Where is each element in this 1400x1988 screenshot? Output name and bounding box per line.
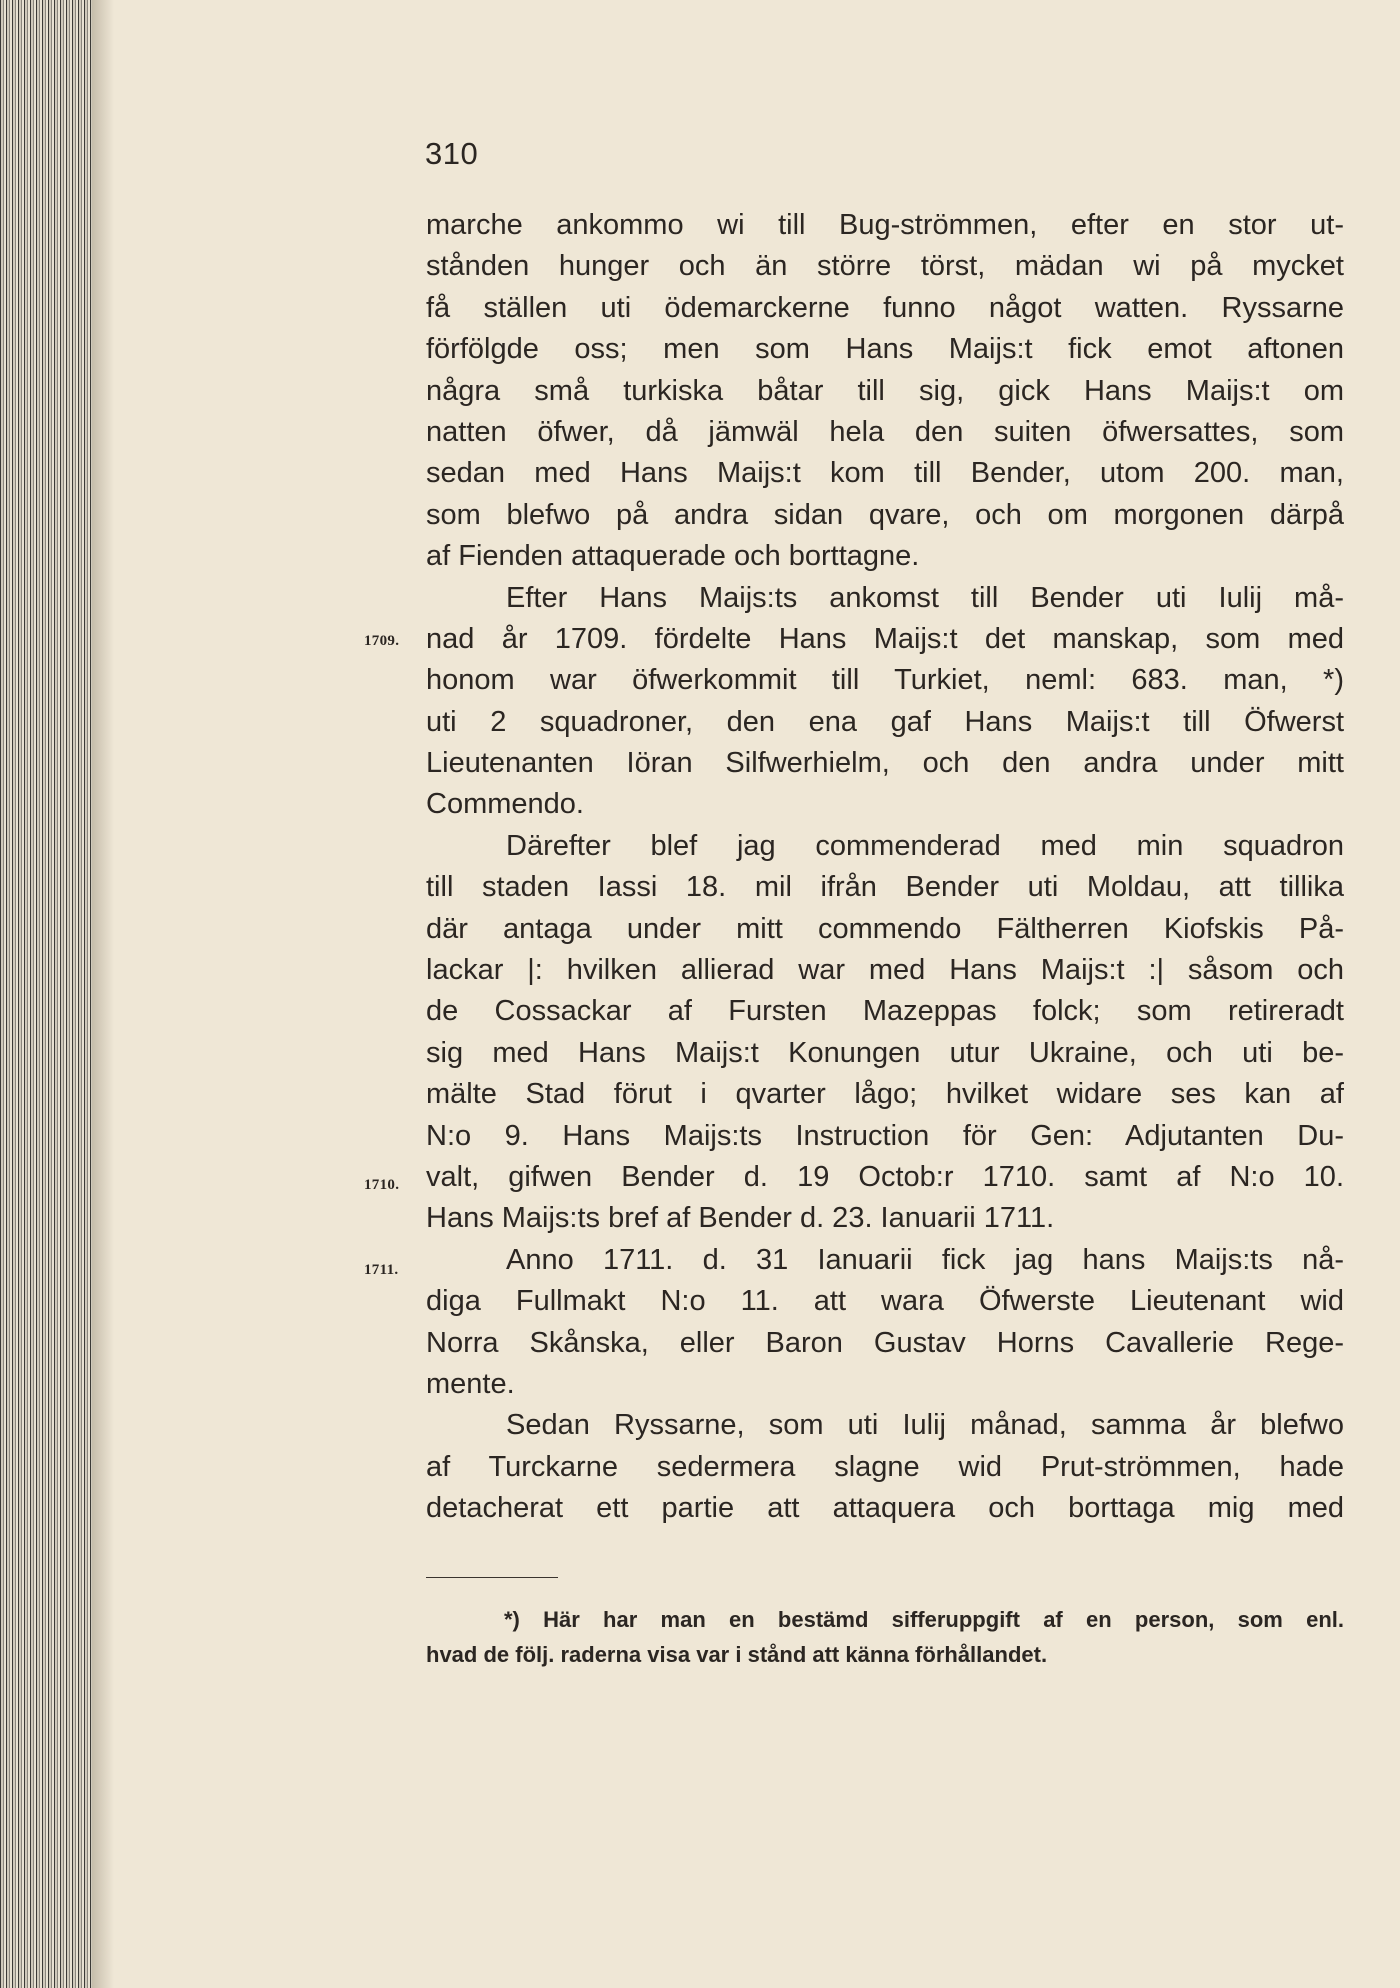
body-text <box>426 205 1344 1530</box>
text-line: Därefter blef jag commenderad med min squadron <box>506 829 1344 862</box>
text-line: de Cossackar af Fursten Mazeppas folck; som retireradt <box>426 995 1344 1028</box>
text-line: diga Fullmakt N:o 11. att wara Öfwerste Lieutenant wid <box>426 1285 1344 1318</box>
margin-year-1711: 1711. <box>364 1262 399 1278</box>
text-line: mälte Stad förut i qvarter lågo; hvilket widare ses kan af <box>426 1078 1344 1111</box>
text-line: marche ankommo wi till Bug-strömmen, efter en stor ut- <box>426 209 1344 241</box>
text-line: af Turckarne sedermera slagne wid Prut-strömmen, hade <box>426 1450 1344 1483</box>
page-number: 310 <box>425 136 479 171</box>
footnote-line: hvad de följ. raderna visa var i stånd att känna förhållandet. <box>426 1642 1048 1667</box>
text-line: honom war öfwerkommit till Turkiet, neml: 683. man, *) <box>426 664 1344 697</box>
text-line: stånden hunger och än större törst, mädan wi på mycket <box>426 250 1344 283</box>
text-line: där antaga under mitt commendo Fältherren Kiofskis På- <box>426 912 1344 945</box>
text-line: nad år 1709. fördelte Hans Maijs:t det manskap, som med <box>426 622 1344 655</box>
text-line: Norra Skånska, eller Baron Gustav Horns Cavallerie Rege- <box>426 1326 1344 1359</box>
text-line: Commendo. <box>426 788 584 821</box>
text-line: Lieutenanten Iöran Silfwerhielm, och den andra under mitt <box>426 747 1344 780</box>
book-page-edges <box>0 0 92 1988</box>
text-line: som blefwo på andra sidan qvare, och om morgonen därpå <box>426 498 1344 531</box>
text-line: Efter Hans Maijs:ts ankomst till Bender uti Iulij må- <box>506 581 1344 614</box>
text-line: N:o 9. Hans Maijs:ts Instruction för Gen: Adjutanten Du- <box>426 1119 1344 1152</box>
text-line: förfölgde oss; men som Hans Maijs:t fick emot aftonen <box>426 333 1344 366</box>
text-line: natten öfwer, då jämwäl hela den suiten öfwersattes, som <box>426 415 1344 448</box>
footnote-line: *) Här har man en bestämd sifferuppgift af en person, som enl. <box>504 1607 1344 1632</box>
text-line: sig med Hans Maijs:t Konungen utur Ukraine, och uti be- <box>426 1036 1344 1069</box>
text-line: sedan med Hans Maijs:t kom till Bender, utom 200. man, <box>426 457 1344 490</box>
text-line: till staden Iassi 18. mil ifrån Bender uti Moldau, att tillika <box>426 871 1344 904</box>
text-line: Anno 1711. d. 31 Ianuarii fick jag hans Maijs:ts nå- <box>506 1243 1344 1276</box>
footnote-divider <box>426 1577 558 1578</box>
text-line: några små turkiska båtar till sig, gick Hans Maijs:t om <box>426 374 1344 407</box>
text-line: af Fienden attaquerade och borttagne. <box>426 540 920 573</box>
footnote <box>426 1602 1344 1672</box>
text-line: få ställen uti ödemarckerne funno något watten. Ryssarne <box>426 291 1344 324</box>
text-line: Sedan Ryssarne, som uti Iulij månad, samma år blefwo <box>506 1409 1344 1442</box>
margin-year-1709: 1709. <box>364 633 400 649</box>
text-line: uti 2 squadroner, den ena gaf Hans Maijs:t till Öfwerst <box>426 705 1344 738</box>
text-line: Hans Maijs:ts bref af Bender d. 23. Ianuarii 1711. <box>426 1202 1055 1235</box>
text-line: lackar |: hvilken allierad war med Hans Maijs:t :| såsom och <box>426 954 1344 987</box>
text-line: detacherat ett partie att attaquera och borttaga mig med <box>426 1492 1344 1525</box>
margin-year-1710: 1710. <box>364 1177 400 1193</box>
text-line: valt, gifwen Bender d. 19 Octob:r 1710. samt af N:o 10. <box>426 1160 1344 1193</box>
text-line: mente. <box>426 1367 515 1400</box>
